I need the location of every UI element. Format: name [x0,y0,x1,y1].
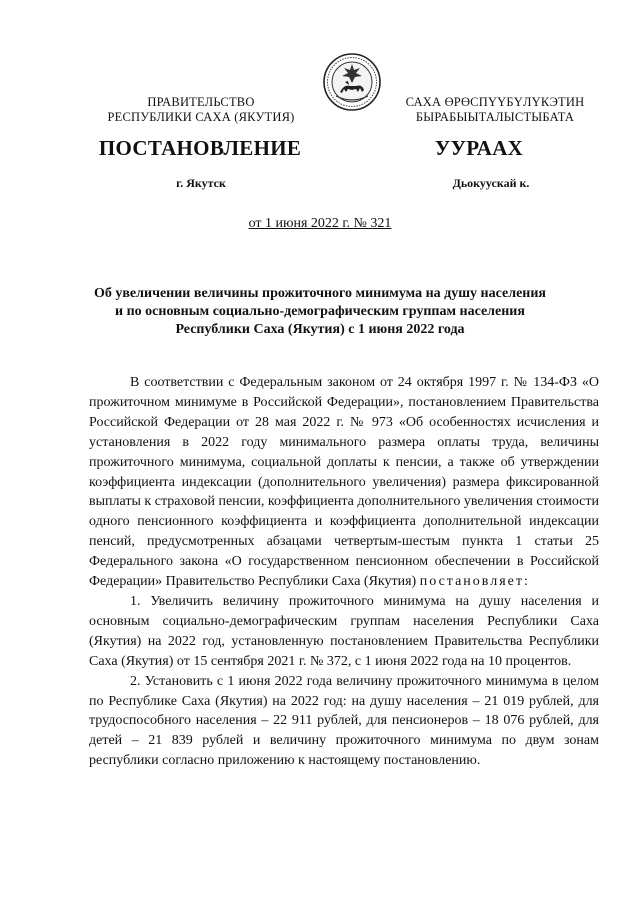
header-left-line1: ПРАВИТЕЛЬСТВО [147,95,255,109]
doc-type-yakut: УУРААХ [434,136,524,160]
title-line-1: Об увеличении величины прожиточного минимума на душу населения [93,286,546,301]
document-body [89,373,599,771]
header-right-line1: САХА ӨРӨСПҮҮБҮЛҮКЭТИН [405,95,585,109]
title-line-3: Республики Саха (Якутия) с 1 июня 2022 года [175,322,465,337]
item-1-paragraph: 1. Увеличить величину прожиточного минимума на душу населения и основным социально-демографическим группам населения Республики Саха (Якутия) на 2022 год, установленную постановлением Правительства Республики Саха (Якутия) от 15 сентября 2021 г. № 372, с 1 июня 2022 года на 10 процентов. [89,593,599,669]
header-right [388,95,602,125]
header-left [96,95,306,125]
resolves-word: постановляет: [419,574,530,590]
header-right-line2: БЫРАБЫЫТАЛЫСТЫБАТА [415,110,575,124]
date-number-line [0,216,640,232]
header-left-line2: РЕСПУБЛИКИ САХА (ЯКУТИЯ) [107,110,295,124]
city-russian: г. Якутск [176,176,226,190]
title-line-2: и по основным социально-демографическим группам населения [115,304,525,319]
city-yakut: Дьокуускай к. [452,176,530,190]
preamble-paragraph [89,373,599,592]
coat-of-arms-emblem-icon [322,52,382,112]
preamble-text: В соответствии с Федеральным законом от 24 октября 1997 г. № 134-ФЗ «О прожиточном минимуме в Российской Федерации», постановлением Правительства Российской Федерации от 28 мая 2022 г. № 973 «Об особенностях исчисления и установления в 2022 году минимального размера оплаты труда, величины прожиточного минимума, социальной доплаты к пенсии, а также об утверждении коэффициента индексации (дополнительного увеличения) размера фиксированной выплаты к страховой пенсии, коэффициента дополнительного увеличения стоимости одного пенсионного коэффициента и коэффициента дополнительной индексации пенсий, предусмотренных абзацами четвертым-шестым пункта 1 статьи 25 Федерального закона «О государственном пенсионном обеспечении в Российской Федерации» Правительство Республики Саха (Якутия) [89,375,599,590]
doc-type-russian: ПОСТАНОВЛЕНИЕ [98,136,302,160]
item-2-paragraph: 2. Установить с 1 июня 2022 года величину прожиточного минимума в целом по Республике Саха (Якутия) на 2022 год: на душу населения – 21 019 рублей, для трудоспособного населения – 22 911 рублей, для пенсионеров – 18 076 рублей, для детей – 21 839 рублей и величину прожиточного минимума по двум зонам республики согласно приложению к настоящему постановлению. [89,673,599,769]
date-number: от 1 июня 2022 г. № 321 [248,216,392,231]
document-title [80,285,560,339]
